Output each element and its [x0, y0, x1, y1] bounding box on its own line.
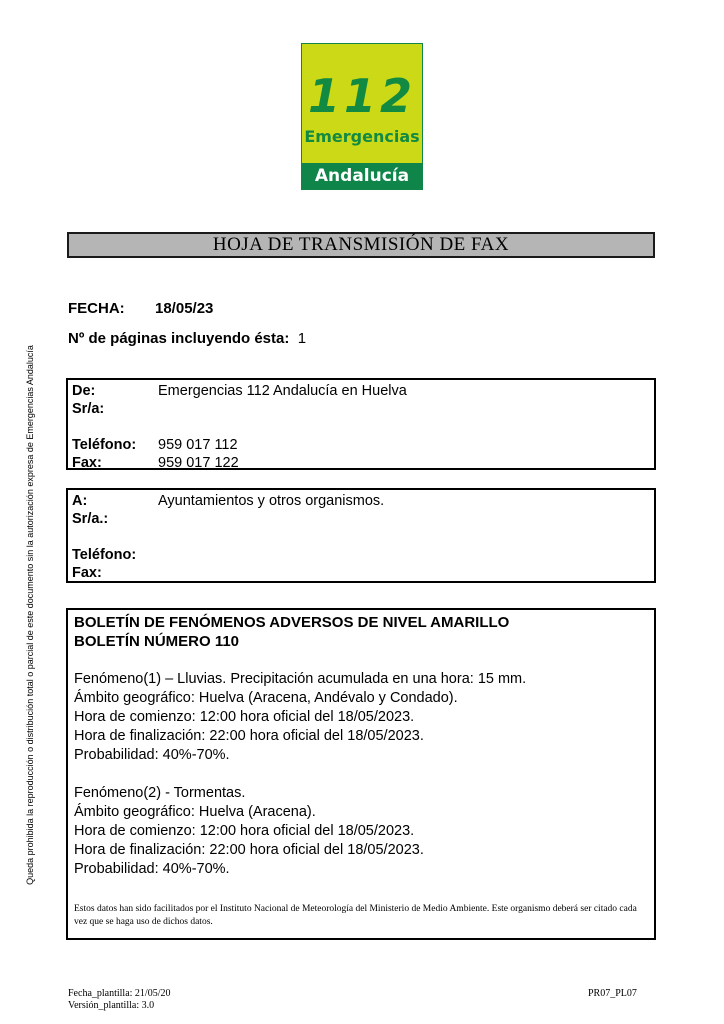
from-de-label: De:	[72, 383, 96, 399]
to-box	[66, 488, 656, 583]
to-a-label: A:	[72, 493, 88, 509]
to-a-value: Ayuntamientos y otros organismos.	[158, 493, 385, 509]
to-telefono-label: Teléfono:	[72, 547, 137, 563]
from-box	[66, 378, 656, 470]
data-source-note: Estos datos han sido facilitados por el Instituto Nacional de Meteorología del Ministerio de Medio Ambiente. Este organismo deberá ser citado cada vez que se haga uso de dichos datos.	[74, 904, 637, 927]
fecha-value: 18/05/23	[155, 300, 214, 317]
phenomenon-2-line: Hora de finalización: 22:00 hora oficial del 18/05/2023.	[74, 842, 424, 858]
from-fax-value: 959 017 122	[158, 455, 239, 471]
phenomenon-2-line: Hora de comienzo: 12:00 hora oficial del 18/05/2023.	[74, 823, 415, 839]
from-telefono-value: 959 017 112	[158, 437, 238, 453]
pages-row	[68, 330, 628, 347]
phenomenon-2-line: Probabilidad: 40%-70%.	[74, 861, 230, 877]
footer-template-info	[68, 988, 170, 1012]
to-sra-label: Sr/a.:	[72, 511, 109, 527]
logo-112-number: 112	[307, 69, 417, 123]
pages-value: 1	[297, 330, 307, 347]
phenomenon-1-line: Ámbito geográfico: Huelva (Aracena, Andévalo y Condado).	[74, 690, 458, 706]
pages-label: Nº de páginas incluyendo ésta:	[68, 330, 290, 347]
bulletin-title-line1: BOLETÍN DE FENÓMENOS ADVERSOS DE NIVEL AMARILLO	[74, 614, 510, 631]
phenomenon-2-line: Ámbito geográfico: Huelva (Aracena).	[74, 804, 316, 820]
from-fax-label: Fax:	[72, 455, 102, 471]
document-title-bar	[67, 232, 655, 258]
phenomenon-2	[74, 784, 648, 879]
from-fax-row	[72, 454, 650, 472]
footer-doc-code: PR07_PL07	[588, 988, 637, 999]
to-telefono-row	[72, 546, 650, 564]
page-title: HOJA DE TRANSMISIÓN DE FAX	[212, 234, 510, 255]
to-a-row	[72, 492, 650, 510]
logo-upper-panel	[302, 44, 422, 163]
bulletin-title-line2: BOLETÍN NÚMERO 110	[74, 633, 240, 650]
from-sra-label: Sr/a:	[72, 401, 105, 417]
to-fax-value	[158, 564, 650, 582]
from-sra-row	[72, 400, 650, 418]
from-de-value: Emergencias 112 Andalucía en Huelva	[158, 383, 407, 399]
from-telefono-row	[72, 436, 650, 454]
phenomenon-2-line: Fenómeno(2) - Tormentas.	[74, 785, 246, 801]
phenomenon-1-line: Fenómeno(1) – Lluvias. Precipitación acumulada en una hora: 15 mm.	[74, 671, 527, 687]
emergencias-112-logo	[301, 43, 423, 190]
fecha-label: FECHA:	[68, 300, 125, 317]
confidentiality-side-note: Queda prohibida la reproducción o distribución total o parcial de este documento sin la autorización expresa de Emergencias Andalucía	[25, 345, 35, 885]
to-fax-row	[72, 564, 650, 582]
phenomenon-1-line: Probabilidad: 40%-70%.	[74, 747, 230, 763]
logo-andalucia-label: Andalucía	[314, 166, 410, 186]
to-sra-row	[72, 510, 650, 528]
to-telefono-value	[158, 546, 650, 564]
to-blank-row	[72, 528, 650, 546]
phenomenon-1	[74, 670, 648, 765]
logo-andalucia-band	[302, 163, 422, 189]
from-blank-row	[72, 418, 650, 436]
from-telefono-label: Teléfono:	[72, 437, 137, 453]
phenomenon-1-line: Hora de finalización: 22:00 hora oficial del 18/05/2023.	[74, 728, 424, 744]
footer-template-version: Versión_plantilla: 3.0	[68, 1000, 155, 1011]
to-fax-label: Fax:	[72, 565, 102, 581]
from-de-row	[72, 382, 650, 400]
footer-template-date: Fecha_plantilla: 21/05/20	[68, 988, 171, 999]
fecha-row	[68, 300, 628, 317]
bulletin-box	[66, 608, 656, 940]
phenomenon-1-line: Hora de comienzo: 12:00 hora oficial del 18/05/2023.	[74, 709, 415, 725]
logo-emergencias-label: Emergencias	[304, 127, 420, 146]
